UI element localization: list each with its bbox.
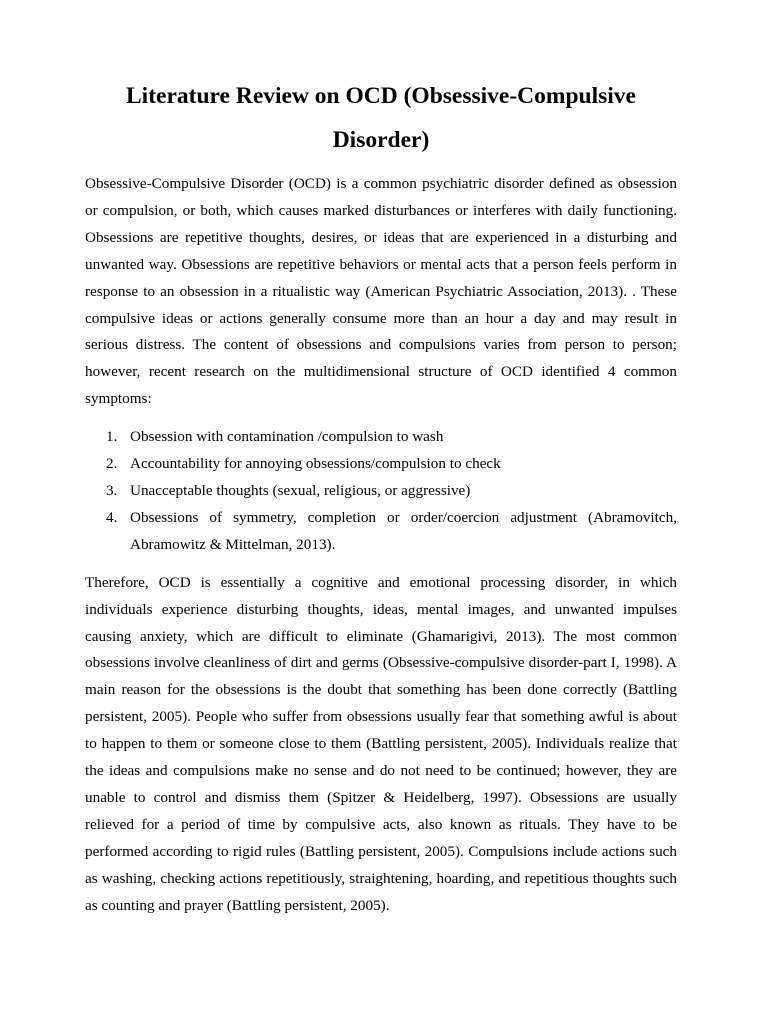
document-title: Literature Review on OCD (Obsessive-Compulsive Disorder): [126, 83, 636, 153]
list-item-text: Unacceptable thoughts (sexual, religious, or aggressive): [130, 481, 471, 499]
body-paragraph: Therefore, OCD is essentially a cognitive and emotional processing disorder, in which individuals experience disturbing thoughts, ideas, mental images, and unwanted impulses causing anxiety, which are difficult to eliminate (Ghamarigivi, 2013). The most common obsessions involve cleanliness of dirt and germs (Obsessive-compulsive disorder-part I, 1998). A main reason for the obsessions is the doubt that something has been done correctly (Battling persistent, 2005). People who suffer from obsessions usually fear that something awful is about to happen to them or someone close to them (Battling persistent, 2005). Individuals realize that the ideas and compulsions make no sense and do not need to be continued; however, they are unable to control and dismiss them (Spitzer & Heidelberg, 1997). Obsessions are usually relieved for a period of time by compulsive acts, also known as rituals. They have to be performed according to rigid rules (Battling persistent, 2005). Compulsions include actions such as washing, checking actions repetitiously, straightening, hoarding, and repetitious thoughts such as counting and prayer (Battling persistent, 2005).: [85, 573, 677, 914]
document-page: [85, 74, 677, 919]
list-item-number: 2.: [106, 455, 118, 473]
list-item: [85, 424, 677, 451]
list-item-number: 1.: [106, 428, 118, 446]
intro-paragraph: Obsessive-Compulsive Disorder (OCD) is a common psychiatric disorder defined as obsession or compulsion, or both, which causes marked disturbances or interferes with daily functioning. Obsessions are repetitive thoughts, desires, or ideas that are experienced in a disturbing and unwanted way. Obsessions are repetitive behaviors or mental acts that a person feels perform in response to an obsession in a ritualistic way (American Psychiatric Association, 2013). . These compulsive ideas or actions generally consume more than an hour a day and may result in serious distress. The content of obsessions and compulsions varies from person to person; however, recent research on the multidimensional structure of OCD identified 4 common symptoms:: [85, 175, 677, 408]
list-item-text: Obsession with contamination /compulsion to wash: [130, 428, 444, 446]
list-item-text: Accountability for annoying obsessions/compulsion to check: [130, 455, 501, 473]
list-item: [85, 478, 677, 505]
symptom-list: [85, 424, 677, 559]
list-item: [85, 451, 677, 478]
list-item-number: 4.: [106, 508, 118, 526]
list-item: [85, 505, 677, 559]
list-item-text: Obsessions of symmetry, completion or order/coercion adjustment (Abramovitch, Abramowitz & Mittelman, 2013).: [130, 508, 677, 553]
list-item-number: 3.: [106, 481, 118, 499]
